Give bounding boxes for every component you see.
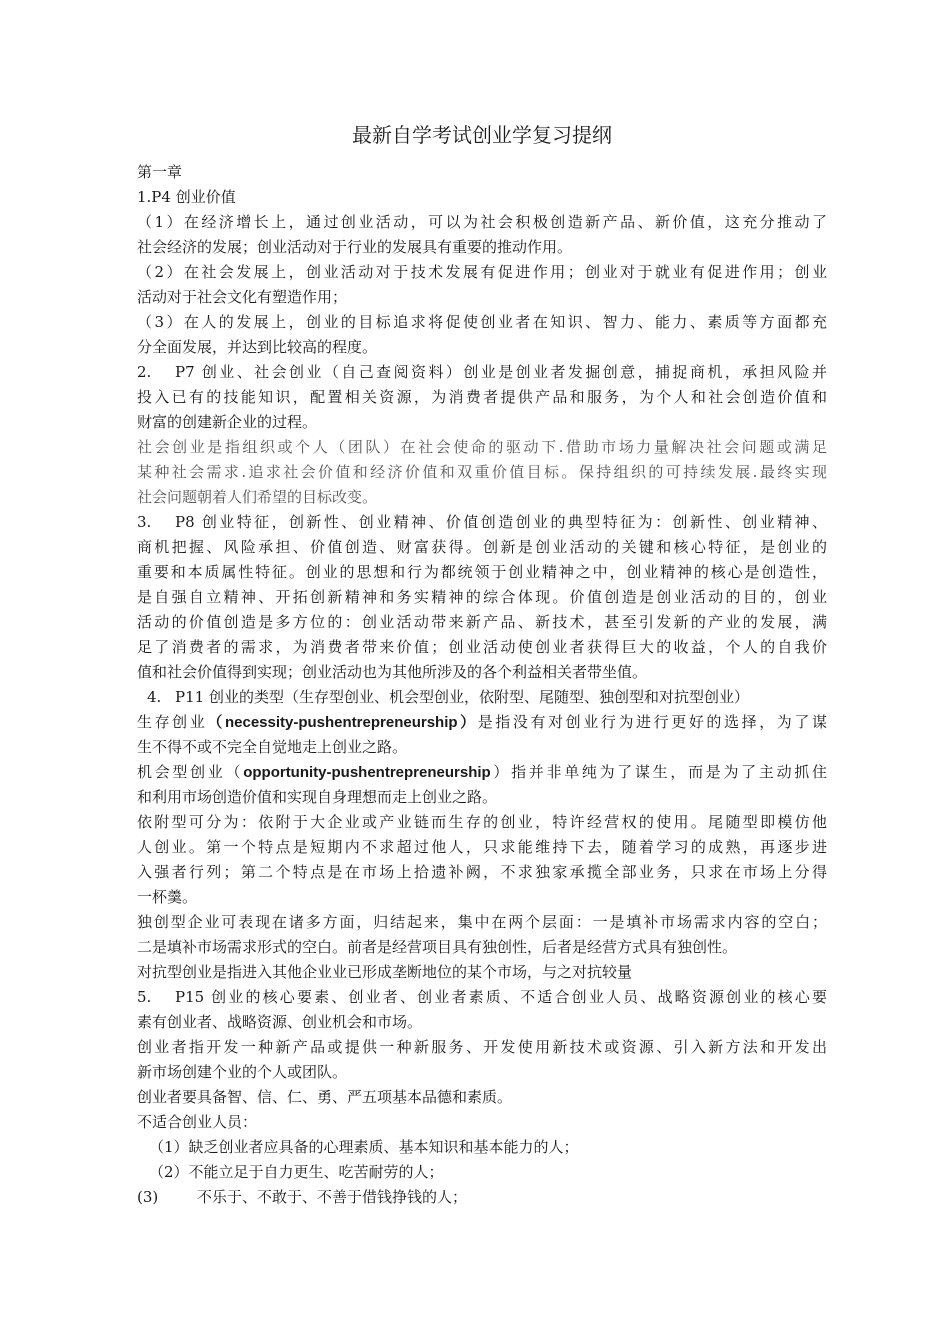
text-line: 和利用市场创造价值和实现自身理想而走上创业之路。 xyxy=(137,788,498,806)
numbered-item xyxy=(137,510,827,535)
item-number: 4. xyxy=(147,688,162,706)
text-line: 活动的价值创造是多方位的：创业活动带来新产品、新技术，甚至引发新的产业的发展，满 xyxy=(137,613,827,631)
text-line: 创业者要具备智、信、仁、勇、严五项基本品德和素质。 xyxy=(137,1088,513,1106)
item-number: (3) xyxy=(137,1188,159,1206)
text-line: 重要和本质属性特征。创业的思想和行为都统领于创业精神之中，创业精神的核心是创造性， xyxy=(137,563,827,581)
text-line: 新市场创建个业的个人或团队。 xyxy=(137,1063,348,1081)
text-line xyxy=(137,710,827,735)
text-line: 足了消费者的需求，为消费者带来价值；创业活动使创业者获得巨大的收益，个人的自我价 xyxy=(137,638,827,656)
text-line: 不适合创业人员： xyxy=(137,1113,258,1131)
item-text: P11 创业的类型（生存型创业、机会型创业，依附型、尾随型、独创型和对抗型创业） xyxy=(175,688,749,706)
text-line: 创业者指开发一种新产品或提供一种新服务、开发使用新技术或资源、引入新方法和开发出 xyxy=(137,1038,827,1056)
text-line: 二是填补市场需求形式的空白。前者是经营项目具有独创性，后者是经营方式具有独创性。 xyxy=(137,938,738,956)
numbered-item xyxy=(137,985,827,1010)
text-line: 分全面发展，并达到比较高的程度。 xyxy=(137,338,378,356)
document-page xyxy=(137,118,827,1210)
text-line: 入强者行列；第二个特点是在市场上拾遗补阙，不求独家承揽全部业务，只求在市场上分得 xyxy=(137,863,827,881)
text-line: 社会创业是指组织或个人（团队）在社会使命的驱动下.借助市场力量解决社会问题或满足 xyxy=(137,438,827,456)
text-line: （3）在人的发展上，创业的目标追求将促使创业者在知识、智力、能力、素质等方面都充 xyxy=(137,313,827,331)
text-line: 商机把握、风险承担、价值创造、财富获得。创新是创业活动的关键和核心特征，是创业的 xyxy=(137,538,827,556)
text-line: 财富的创建新企业的过程。 xyxy=(137,413,318,431)
item-text: P8 创业特征，创新性、创业精神、价值创造创业的典型特征为：创新性、创业精神、 xyxy=(175,513,827,531)
chapter-heading: 第一章 xyxy=(137,163,183,181)
text-line: 一杯羹。 xyxy=(137,888,198,906)
item-number: 5. xyxy=(137,988,152,1006)
item-text: P15 创业的核心要素、创业者、创业者素质、不适合创业人员、战略资源创业的核心要 xyxy=(175,988,827,1006)
text-line: 生不得不或不完全自觉地走上创业之路。 xyxy=(137,738,408,756)
text-line: （2）在社会发展上，创业活动对于技术发展有促进作用；创业对于就业有促进作用；创业 xyxy=(137,263,827,281)
text-line: 人创业。第一个特点是短期内不求超过他人，只求能维持下去，随着学习的成熟，再逐步进 xyxy=(137,838,827,856)
text-line: 依附型可分为：依附于大企业或产业链而生存的创业，特许经营权的使用。尾随型即模仿他 xyxy=(137,813,827,831)
item-number: 2. xyxy=(137,363,152,381)
text-line: 是自强自立精神、开拓创新精神和务实精神的综合体现。价值创造是创业活动的目的，创业 xyxy=(137,588,827,606)
list-item: （1）缺乏创业者应具备的心理素质、基本知识和基本能力的人； xyxy=(149,1138,579,1156)
document-title: 最新自学考试创业学复习提纲 xyxy=(352,123,612,147)
term-label: 生存创业 xyxy=(137,713,208,731)
text-line: 社会问题朝着人们希望的目标改变。 xyxy=(137,488,378,506)
term-english: （necessity-pushentrepreneurship） xyxy=(207,714,478,731)
numbered-item xyxy=(137,685,827,710)
text-line: 独创型企业可表现在诸多方面，归结起来，集中在两个层面：一是填补市场需求内容的空白； xyxy=(137,913,827,931)
list-item xyxy=(137,1185,827,1210)
numbered-item xyxy=(137,360,827,385)
item-text: P7 创业、社会创业（自己查阅资料）创业是创业者发掘创意，捕捉商机，承担风险并 xyxy=(175,363,827,381)
term-label: 机会型创业（ xyxy=(137,763,244,781)
text-line: 对抗型创业是指进入其他企业业已形成垄断地位的某个市场，与之对抗较量 xyxy=(137,963,633,981)
term-definition: ）指并非单纯为了谋生，而是为了主动抓住 xyxy=(490,763,827,781)
text-line: （1）在经济增长上，通过创业活动，可以为社会积极创造新产品、新价值，这充分推动了 xyxy=(137,213,827,231)
text-line: 社会经济的发展；创业活动对于行业的发展具有重要的推动作用。 xyxy=(137,238,573,256)
item-text: 不乐于、不敢于、不善于借钱挣钱的人； xyxy=(197,1188,468,1206)
term-definition: 是指没有对创业行为进行更好的选择，为了谋 xyxy=(477,713,827,731)
text-line: 活动对于社会文化有塑造作用； xyxy=(137,288,348,306)
text-line: 某种社会需求.追求社会价值和经济价值和双重价值目标。保持组织的可持续发展.最终实现 xyxy=(137,463,827,481)
text-line xyxy=(137,760,827,785)
text-line: 投入已有的技能知识，配置相关资源，为消费者提供产品和服务，为个人和社会创造价值和 xyxy=(137,388,827,406)
list-item: （2）不能立足于自力更生、吃苦耐劳的人； xyxy=(149,1163,444,1181)
item-number: 3. xyxy=(137,513,152,531)
section-heading: 1.P4 创业价值 xyxy=(137,188,236,206)
text-line: 素有创业者、战略资源、创业机会和市场。 xyxy=(137,1013,423,1031)
term-english: opportunity-pushentrepreneurship xyxy=(243,764,491,781)
text-line: 值和社会价值得到实现；创业活动也为其他所涉及的各个利益相关者带坐值。 xyxy=(137,663,648,681)
